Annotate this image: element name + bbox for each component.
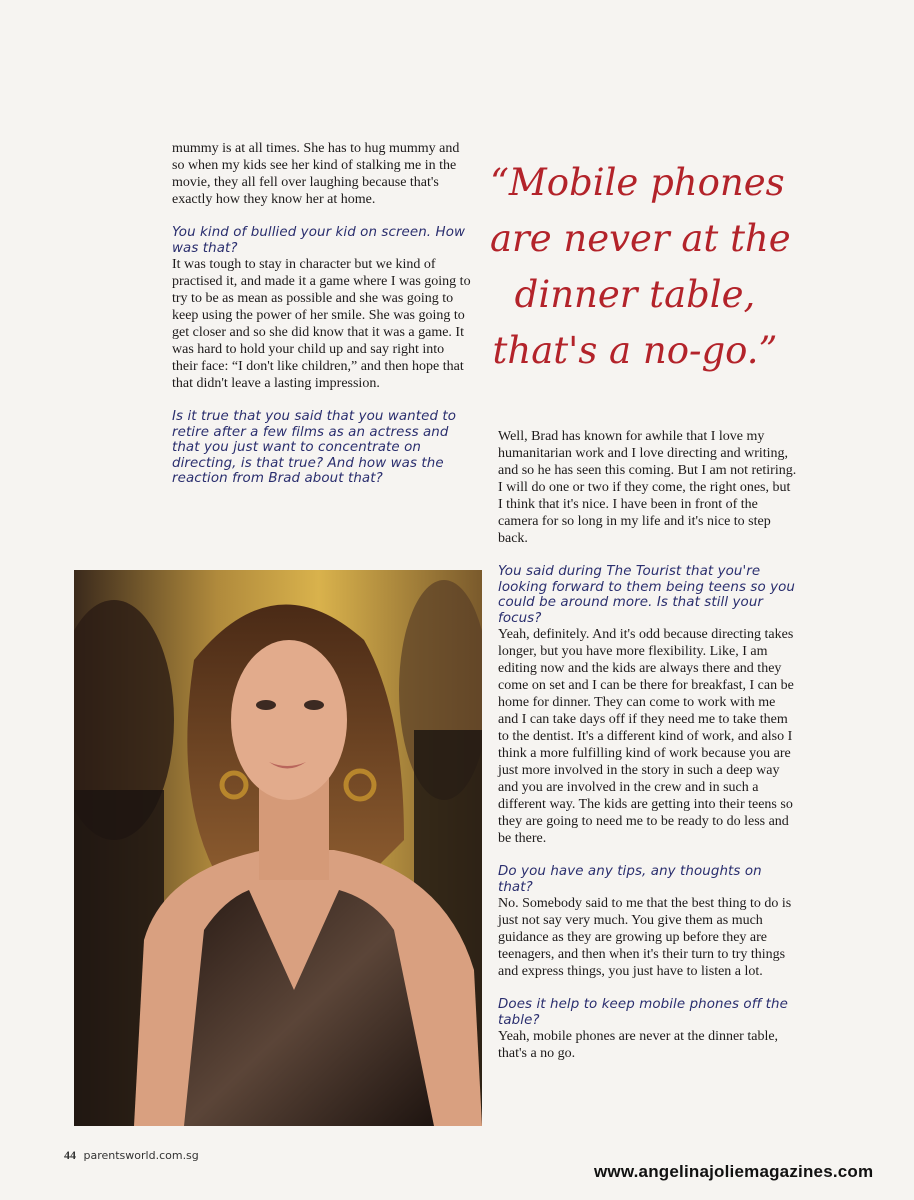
page-number: 44 [64,1148,76,1162]
pull-quote-line: dinner table, [514,273,756,316]
question-bullied: You kind of bullied your kid on screen. How was that? [172,225,466,256]
pull-quote-line: “Mobile phones [490,161,785,204]
question-retire: Is it true that you said that you wanted to retire after a few films as an actress and that you just want to concentrate on directing, is that true? And how was the reaction from Brad about that? [172,409,457,486]
site-name: parentsworld.com.sg [83,1149,199,1162]
question-tourist: You said during The Tourist that you're looking forward to them being teens so you could be around more. Is that still your focus? [498,564,796,626]
answer-bullied: It was tough to stay in character but we kind of practised it, and made it a game where I was going to try to be as mean as possible and she was going to keep using the power of her smile. She was going to get closer and so she did know that it was a game. It was hard to hold your child up and say right into their face: “I don't like children,” and then hope that that didn't leave a lasting impression. [172,257,471,391]
question-mobile-phones: Does it help to keep mobile phones off the table? [498,997,788,1028]
question-tips: Do you have any tips, any thoughts on that? [498,864,762,895]
pull-quote-line: that's a no-go.” [492,329,778,372]
left-column [172,140,472,487]
right-column [498,428,798,1062]
answer-tips: No. Somebody said to me that the best thing to do is just not say very much. You give them as much guidance as they are growing up before they are teenagers, and then when it's their turn to try things and express things, you just have to listen a lot. [498,896,792,979]
pull-quote [490,155,791,379]
page-footer [64,1148,199,1163]
answer-mobile-phones: Yeah, mobile phones are never at the dinner table, that's a no go. [498,1029,779,1061]
portrait-photo [74,570,482,1126]
watermark-url: www.angelinajoliemagazines.com [594,1162,874,1181]
pull-quote-line: are never at the [490,217,791,260]
answer-retire: Well, Brad has known for awhile that I love my humanitarian work and I love directing and writing, and so he has seen this coming. But I am not retiring. I will do one or two if they come, the right ones, but I think that it's nice. I have been in front of the camera for so long in my life and it's nice to step back. [498,429,797,546]
answer-tourist: Yeah, definitely. And it's odd because directing takes longer, but you have more flexibility. Like, I am editing now and the kids are always there and they come on set and I can be there for breakfast, I can be home for dinner. They can come to work with me and I can take days off if they need me to take them to the dentist. It's a different kind of work, and also I think a more fulfilling kind of work because you are just more involved in the story in such a deep way and you are involved in the crew and in such a different way. The kids are getting into their teens so they are going to need me to be ready to do less and be there. [498,627,794,846]
intro-paragraph: mummy is at all times. She has to hug mummy and so when my kids see her kind of stalking me in the movie, they all fell over laughing because that's exactly how they know her at home. [172,141,460,207]
